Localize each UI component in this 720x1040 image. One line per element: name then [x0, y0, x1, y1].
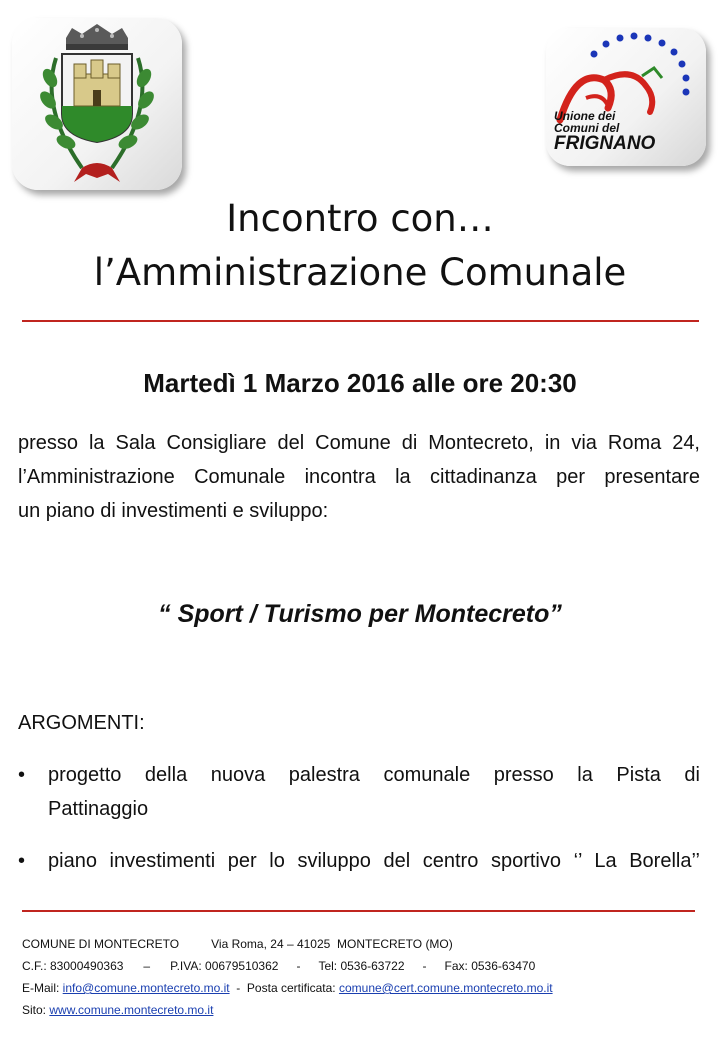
- footer-site-label: Sito:: [22, 1003, 50, 1017]
- topic-item-line2: Pattinaggio: [48, 798, 149, 820]
- footer-line-fiscal: [22, 956, 535, 976]
- footer-pec-link[interactable]: comune@cert.comune.montecreto.mo.it: [338, 981, 553, 995]
- footer-line-site: [22, 1000, 213, 1020]
- event-description: [18, 426, 700, 528]
- footer-line-email: [22, 978, 553, 998]
- union-logo-line2: Comuni del: [554, 121, 620, 135]
- footer-email-link[interactable]: info@comune.montecreto.mo.it: [62, 981, 230, 995]
- title-divider: [22, 320, 699, 322]
- event-theme-quote: “ Sport / Turismo per Montecreto”: [158, 600, 562, 628]
- page-title-line2: l’Amministrazione Comunale: [93, 251, 627, 294]
- municipal-crest-logo: [12, 18, 182, 190]
- crest-emblem-icon: [12, 18, 182, 190]
- footer-separator: –: [143, 959, 151, 973]
- description-line1: presso la Sala Consigliare del Comune di Montecreto, in via Roma 24,: [18, 432, 700, 454]
- union-logo-line3: FRIGNANO: [554, 133, 656, 154]
- topics-heading: ARGOMENTI:: [18, 712, 145, 734]
- topic-item-line1: progetto della nuova palestra comunale presso la Pista di: [48, 764, 700, 786]
- footer-piva: P.IVA: 00679510362: [170, 959, 279, 973]
- topic-item: [18, 844, 700, 878]
- description-line3: un piano di investimenti e sviluppo:: [18, 500, 329, 522]
- topic-item: [18, 758, 700, 828]
- event-date: Martedì 1 Marzo 2016 alle ore 20:30: [143, 368, 577, 398]
- footer-tel: Tel: 0536-63722: [318, 959, 405, 973]
- page-title-line1: Incontro con…: [226, 197, 494, 240]
- footer-address: Via Roma, 24 – 41025 MONTECRETO (MO): [211, 937, 453, 951]
- union-logo-line1: Unione dei: [554, 109, 616, 123]
- footer-org-name: COMUNE DI MONTECRETO: [22, 937, 180, 951]
- description-line2: l’Amministrazione Comunale incontra la cittadinanza per presentare: [18, 466, 700, 488]
- footer-separator: -: [422, 959, 427, 973]
- footer-fax: Fax: 0536-63470: [444, 959, 536, 973]
- footer-site-link[interactable]: www.comune.montecreto.mo.it: [49, 1003, 214, 1017]
- footer-email-label: E-Mail:: [22, 981, 63, 995]
- footer-separator: -: [296, 959, 301, 973]
- footer-cf: C.F.: 83000490363: [22, 959, 124, 973]
- topic-item-line1: piano investimenti per lo sviluppo del centro sportivo ‘’ La Borella’’: [48, 850, 700, 872]
- footer-line-address: [22, 934, 453, 954]
- bullet-icon: •: [18, 850, 26, 872]
- footer-divider: [22, 910, 695, 912]
- bullet-icon: •: [18, 764, 26, 786]
- union-frignano-logo: [546, 28, 706, 166]
- footer-pec-label: - Posta certificata:: [229, 981, 339, 995]
